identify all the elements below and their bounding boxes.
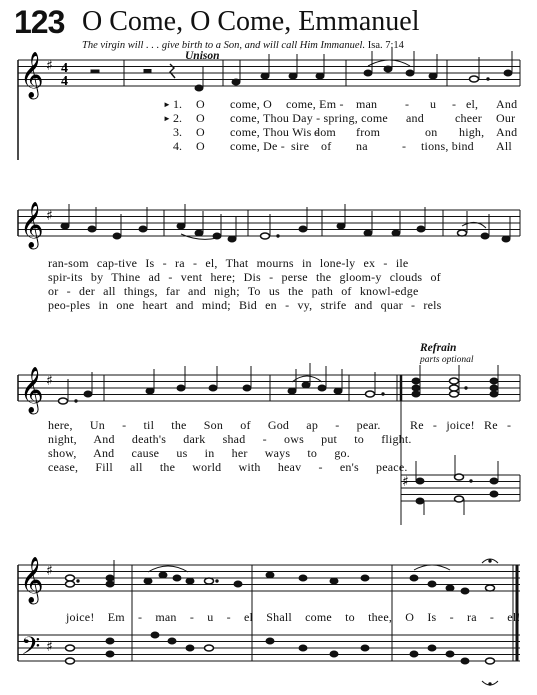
lyric-syllable: come, Em - xyxy=(286,97,344,111)
unison-marking: Unison xyxy=(185,50,220,62)
lyric-syllable: cheer xyxy=(455,111,482,125)
time-signature-top: 4 xyxy=(61,61,68,76)
verse-1-line-2: ran-som cap-tive Is - ra - el, That mourns in lone-ly ex - ile xyxy=(48,256,409,270)
arrow-icon: ► xyxy=(163,114,171,123)
sharp-icon: ♯ xyxy=(46,208,53,224)
refrain-line-1: Re - joice! Re - xyxy=(410,418,512,432)
lyric-syllable: And xyxy=(496,97,518,111)
lyric-syllable: dom xyxy=(314,125,336,139)
lyric-syllable: on xyxy=(425,125,438,139)
sharp-icon: ♯ xyxy=(402,474,409,490)
epigraph-text: The virgin will . . . give birth to a Son, and will call Him Immanuel. xyxy=(82,40,366,51)
sharp-icon: ♯ xyxy=(46,373,53,389)
arrow-icon: ► xyxy=(163,100,171,109)
lyric-syllable: sire xyxy=(291,139,310,153)
lyric-syllable: All xyxy=(496,139,512,153)
lyric-syllable: - xyxy=(452,97,457,111)
time-signature-bottom: 4 xyxy=(61,74,68,89)
lyric-syllable: na xyxy=(356,139,368,153)
sharp-icon: ♯ xyxy=(46,58,53,74)
verse-1-line-3: here, Un - til the Son of God ap - pear. xyxy=(48,418,381,432)
refrain-marking: Refrain xyxy=(420,342,457,354)
lyric-syllable: Our xyxy=(496,111,516,125)
lyric-syllable: come, Thou Wis - xyxy=(230,125,319,139)
verse-number-3: 3. xyxy=(173,125,182,139)
lyric-syllable: high, xyxy=(459,125,485,139)
verse-4-line-3: cease, Fill all the world with heav - en's peace. xyxy=(48,460,408,474)
verse-2-line-2: spir-its by Thine ad - vent here; Dis - perse the gloom-y clouds of xyxy=(48,270,441,284)
lyric-syllable: come, O xyxy=(230,97,273,111)
treble-clef-icon: 𝄞 xyxy=(20,367,44,413)
lyric-syllable: of xyxy=(321,139,332,153)
treble-clef-icon: 𝄞 xyxy=(20,52,44,98)
lyric-syllable: O xyxy=(196,139,205,153)
lyric-syllable: from xyxy=(356,125,381,139)
lyric-syllable: come, Thou Day - spring, come xyxy=(230,111,388,125)
lyric-syllable: - xyxy=(405,97,410,111)
lyric-syllable: el, xyxy=(466,97,479,111)
treble-clef-icon: 𝄞 xyxy=(20,557,44,603)
sharp-icon: ♯ xyxy=(46,639,53,655)
hymn-number: 123 xyxy=(14,4,65,40)
epigraph-reference: Isa. 7:14 xyxy=(367,40,404,51)
verse-3-line-3: show, And cause us in her ways to go. xyxy=(48,446,350,460)
lyric-syllable: And xyxy=(496,125,518,139)
system4-grand-staff xyxy=(0,555,537,695)
lyric-syllable: O xyxy=(196,97,205,111)
parts-optional-marking: parts optional xyxy=(420,355,474,365)
refrain-line-2: joice! Em - man - u - el Shall come to thee, O Is - ra - el! xyxy=(66,610,521,624)
lyric-syllable: and xyxy=(406,111,424,125)
sharp-icon: ♯ xyxy=(46,563,53,579)
lyric-syllable: come, De - xyxy=(230,139,285,153)
lyric-syllable: O xyxy=(196,111,205,125)
verse-number-2: 2. xyxy=(173,111,182,125)
bass-clef-icon: 𝄢 xyxy=(21,632,41,667)
hymn-title: O Come, O Come, Emmanuel xyxy=(82,6,420,37)
lyric-syllable: u xyxy=(430,97,437,111)
lyric-syllable: O xyxy=(196,125,205,139)
verse-3-line-2: or - der all things, far and nigh; To us the path of knowl-edge xyxy=(48,284,419,298)
lyric-syllable: - xyxy=(402,139,407,153)
lyric-syllable: tions, bind xyxy=(421,139,474,153)
verse-4-line-2: peo-ples in one heart and mind; Bid en - vy, strife and quar - rels xyxy=(48,298,442,312)
verse-2-line-3: night, And death's dark shad - ows put to flight. xyxy=(48,432,412,446)
verse-number-1: 1. xyxy=(173,97,182,111)
verse-number-4: 4. xyxy=(173,139,182,153)
lyric-syllable: man xyxy=(356,97,378,111)
treble-clef-icon: 𝄞 xyxy=(20,202,44,248)
